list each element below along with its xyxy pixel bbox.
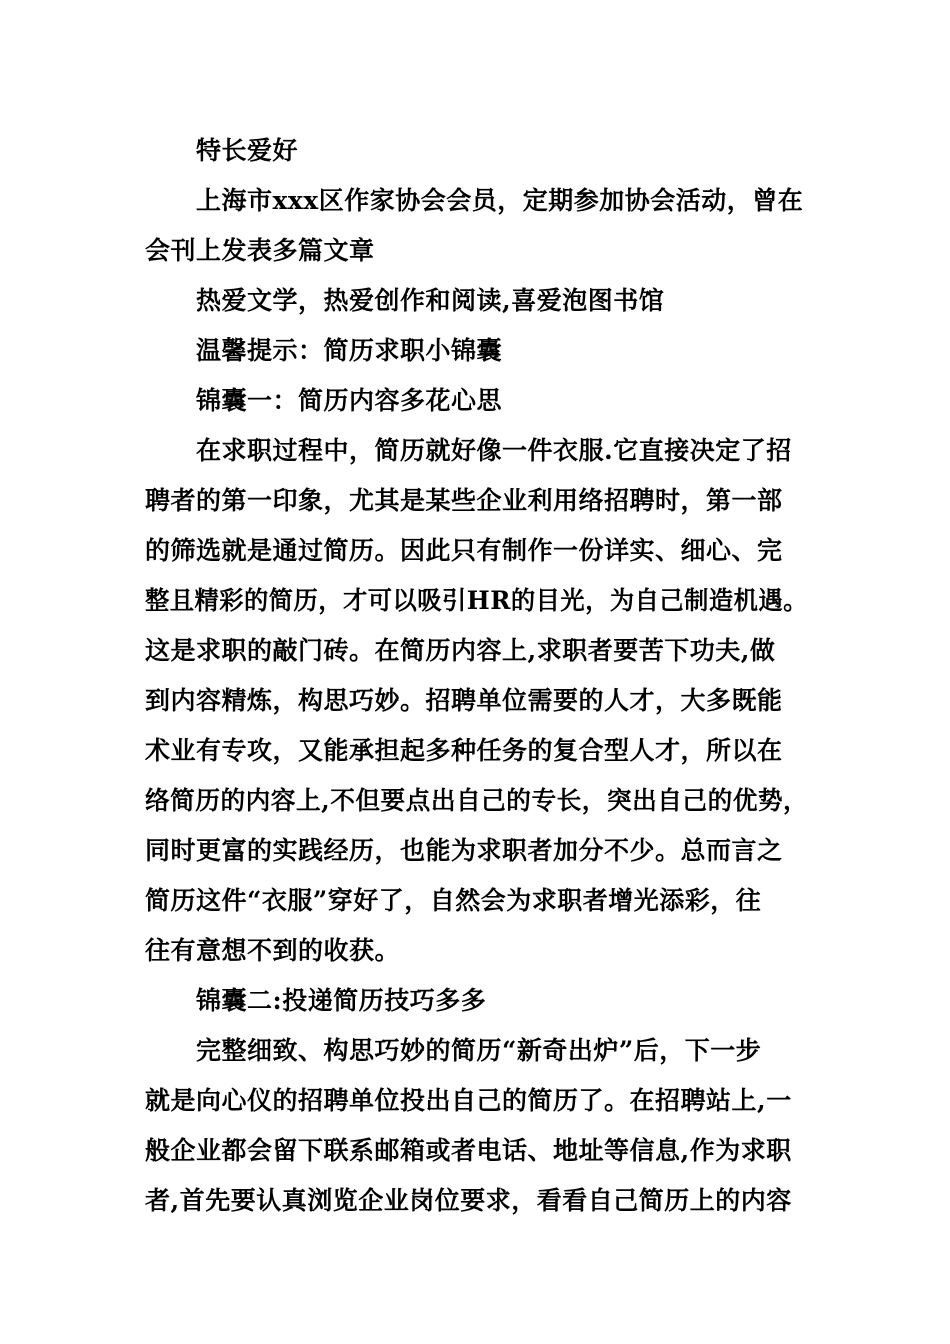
paragraph-text: 者,首先要认真浏览企业岗位要求，看看自己简历上的内容 [145, 1186, 792, 1215]
paragraph-text: 上海市xxx区作家协会会员，定期参加协会活动，曾在 [196, 186, 804, 215]
paragraph-text: 这是求职的敲门砖。在简历内容上,求职者要苦下功夫,做 [145, 636, 776, 665]
text-line-15 [0, 836, 950, 886]
text-line-22 [0, 1186, 950, 1236]
text-line-3 [0, 236, 950, 286]
text-line-18 [0, 986, 950, 1036]
section-heading-tip-1: 锦囊一：简历内容多花心思 [196, 386, 503, 415]
paragraph-text: 聘者的第一印象，尤其是某些企业利用络招聘时，第一部 [145, 486, 783, 515]
text-line-5 [0, 336, 950, 386]
text-line-6 [0, 386, 950, 436]
section-heading-tip-2: 锦囊二:投递简历技巧多多 [196, 986, 487, 1015]
text-line-8 [0, 486, 950, 536]
section-heading-tips: 温馨提示：简历求职小锦囊 [196, 336, 503, 365]
paragraph-text: 热爱文学，热爱创作和阅读,喜爱泡图书馆 [196, 286, 665, 315]
text-line-20 [0, 1086, 950, 1136]
paragraph-text: 完整细致、构思巧妙的简历“新奇出炉”后，下一步 [196, 1036, 762, 1065]
section-heading-specialties: 特长爱好 [196, 136, 299, 165]
paragraph-text: 在求职过程中，简历就好像一件衣服.它直接决定了招 [196, 436, 792, 465]
text-line-19 [0, 1036, 950, 1086]
text-line-1 [0, 136, 950, 186]
paragraph-text: 会刊上发表多篇文章 [145, 236, 375, 265]
text-line-10 [0, 586, 950, 636]
paragraph-text: 络简历的内容上,不但要点出自己的专长，突出自己的优势， [145, 786, 809, 815]
paragraph-text: 同时更富的实践经历，也能为求职者加分不少。总而言之 [145, 836, 783, 865]
paragraph-text: 的筛选就是通过简历。因此只有制作一份详实、细心、完 [145, 536, 783, 565]
text-line-17 [0, 936, 950, 986]
text-line-14 [0, 786, 950, 836]
text-line-7 [0, 436, 950, 486]
text-line-2 [0, 186, 950, 236]
paragraph-text: 就是向心仪的招聘单位投出自己的简历了。在招聘站上,一 [145, 1086, 792, 1115]
paragraph-text: 般企业都会留下联系邮箱或者电话、地址等信息,作为求职 [145, 1136, 792, 1165]
text-line-16 [0, 886, 950, 936]
paragraph-text: 术业有专攻，又能承担起多种任务的复合型人才，所以在 [145, 736, 783, 765]
text-line-9 [0, 536, 950, 586]
paragraph-text: 到内容精炼，构思巧妙。招聘单位需要的人才，大多既能 [145, 686, 783, 715]
text-line-21 [0, 1136, 950, 1186]
text-line-11 [0, 636, 950, 686]
text-line-12 [0, 686, 950, 736]
text-line-13 [0, 736, 950, 786]
paragraph-text: 简历这件“衣服”穿好了，自然会为求职者增光添彩，往 [145, 886, 762, 915]
paragraph-text: 整且精彩的简历，才可以吸引HR的目光，为自己制造机遇。 [145, 586, 808, 615]
paragraph-text: 往有意想不到的收获。 [145, 936, 401, 965]
text-line-4 [0, 286, 950, 336]
